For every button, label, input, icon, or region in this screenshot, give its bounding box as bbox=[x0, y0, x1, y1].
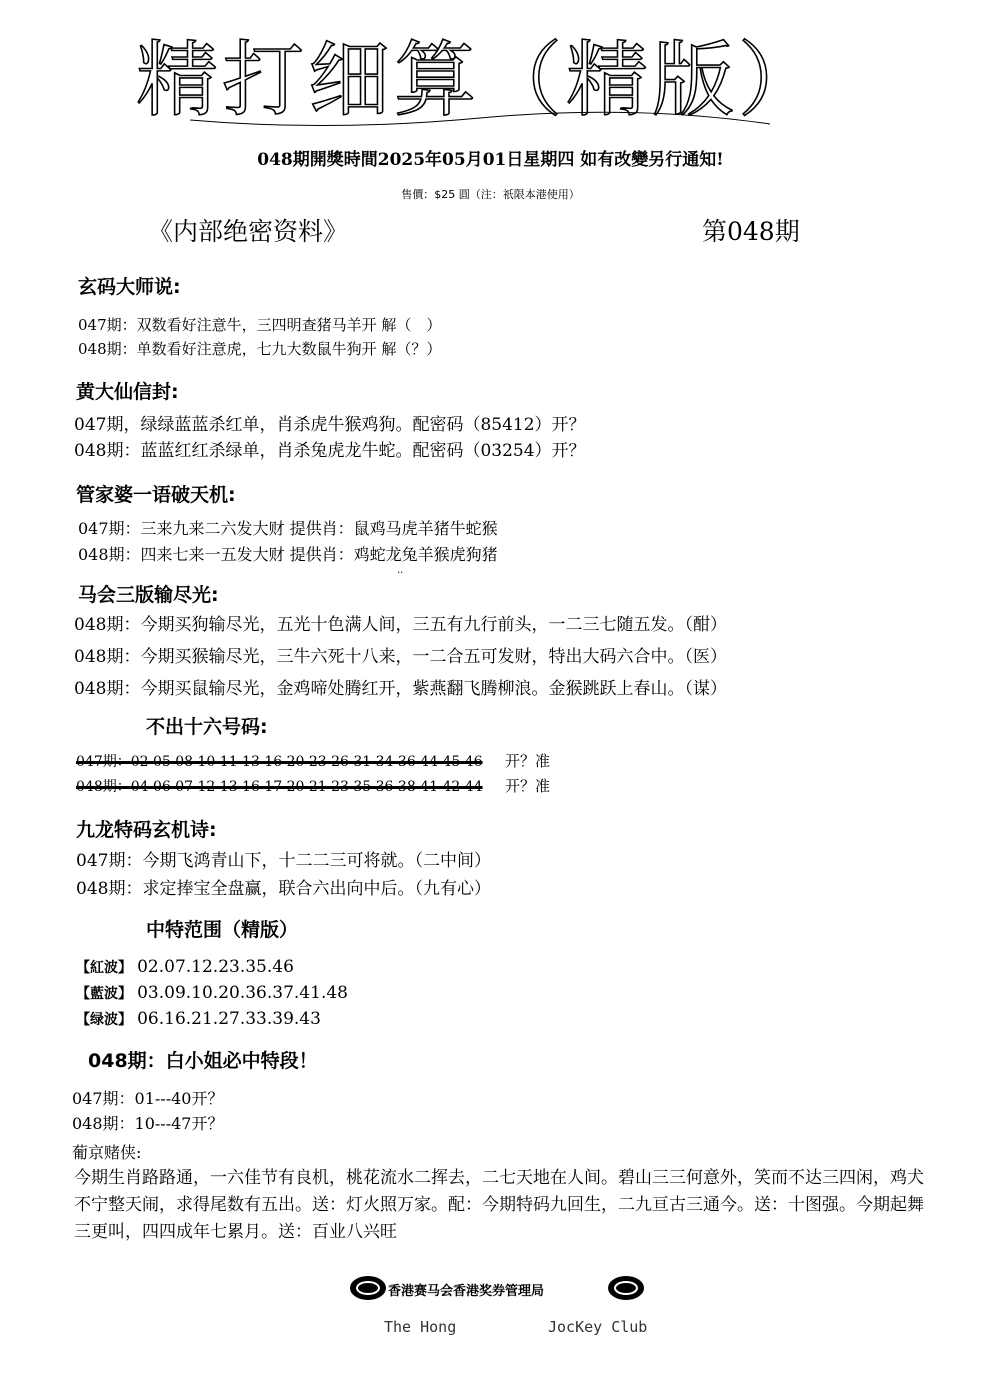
masthead bbox=[135, 20, 825, 135]
range-row-label: 【紅波】 bbox=[76, 960, 132, 976]
sixteen-row-numbers: 04 06 07 12 13 16 17 20 21 23 35 36 38 41 42 44 bbox=[130, 779, 483, 795]
section-title-sixteen: 不出十六号码: bbox=[146, 716, 268, 738]
mahui-line: 048期：今期买鼠输尽光，金鸡啼处腾红开，紫燕翻飞腾柳浪。金猴跳跃上春山。（谋） bbox=[74, 679, 727, 699]
guanjia-line: 048期：四来七来一五发大财 提供肖：鸡蛇龙兔羊猴虎狗猪 bbox=[78, 545, 498, 564]
section-title-bai: 048期：白小姐必中特段！ bbox=[88, 1050, 318, 1072]
masthead-art bbox=[135, 20, 825, 135]
pujing-paragraph: 今期生肖路路通，一六佳节有良机，桃花流水二挥去，二七天地在人间。碧山三三何意外，笑而不达三四闲，鸡犬不宁整天闹，求得尾数有五出。送：灯火照万家。配：今期特码九回生，二九亘古三通今。送：十图强。今期起舞三更叫，四四成年七累月。送：百业八兴旺 bbox=[74, 1168, 924, 1242]
section-title-range: 中特范围（精版） bbox=[146, 919, 299, 941]
guanjia-line: 047期：三来九来二六发大财 提供肖：鼠鸡马虎羊猪牛蛇猴 bbox=[78, 519, 498, 538]
footer-logo bbox=[348, 1270, 648, 1310]
sixteen-row bbox=[76, 775, 550, 796]
range-row bbox=[76, 983, 348, 1003]
huang-line: 048期：蓝蓝红红杀绿单，肖杀兔虎龙牛蛇。配密码（03254）开？ bbox=[74, 441, 586, 461]
bai-line: 048期：10---47开？ bbox=[72, 1114, 224, 1133]
draw-time-notice: 048期開獎時間2025年05月01日星期四 如有改變另行通知! bbox=[257, 150, 724, 170]
mahui-line: 048期：今期买猴输尽光，三牛六死十八来，一二合五可发财，特出大码六合中。（医） bbox=[74, 647, 727, 667]
document-title: 《内部绝密资料》 bbox=[148, 217, 349, 246]
range-row-numbers: 02.07.12.23.35.46 bbox=[137, 957, 294, 977]
sixteen-row-tail: 开？准 bbox=[504, 777, 550, 795]
bai-line: 047期：01---40开？ bbox=[72, 1089, 224, 1108]
sixteen-row-numbers: 02 05 08 10 11 13 16 20 23 26 31 34 36 44 45 46 bbox=[130, 754, 483, 770]
stray-dots: ·· bbox=[397, 568, 404, 579]
section-title-huang: 黄大仙信封: bbox=[76, 381, 179, 403]
jiulong-line: 048期：求定捧宝全盘赢，联合六出向中后。（九有心） bbox=[76, 879, 491, 899]
issue-number: 第048期 bbox=[702, 217, 800, 246]
mahui-line: 048期：今期买狗输尽光，五光十色满人间，三五有九行前头，一二三七随五发。（酣） bbox=[74, 615, 727, 635]
footer-org-name: 香港赛马会香港奖券管理局 bbox=[388, 1284, 545, 1299]
section-title-pujing: 葡京赌侠: bbox=[72, 1143, 142, 1162]
footer-english-left: The Hong bbox=[384, 1318, 457, 1336]
jiulong-line: 047期：今期飞鸿青山下，十二二三可将就。（二中间） bbox=[76, 851, 491, 871]
footer-english-right: JocKey Club bbox=[548, 1318, 648, 1336]
range-row-label: 【藍波】 bbox=[76, 986, 132, 1002]
sixteen-row-tail: 开？准 bbox=[504, 752, 550, 770]
range-row-numbers: 06.16.21.27.33.39.43 bbox=[137, 1009, 321, 1029]
range-row-numbers: 03.09.10.20.36.37.41.48 bbox=[137, 983, 348, 1003]
xuanma-line: 047期：双数看好注意牛，三四明查猪马羊开 解（ ） bbox=[78, 316, 442, 334]
huang-line: 047期，绿绿蓝蓝杀红单，肖杀虎牛猴鸡狗。配密码（85412）开？ bbox=[74, 415, 586, 435]
masthead-text: 精打细算（精版） bbox=[135, 33, 825, 128]
section-title-jiulong: 九龙特码玄机诗: bbox=[76, 819, 217, 841]
sixteen-row bbox=[76, 750, 550, 771]
range-row bbox=[76, 957, 294, 977]
section-title-xuanma: 玄码大师说: bbox=[78, 276, 181, 298]
range-row-label: 【绿波】 bbox=[76, 1012, 132, 1028]
section-title-guanjia: 管家婆一语破天机: bbox=[76, 484, 236, 506]
sixteen-row-label: 048期： bbox=[76, 779, 131, 795]
range-row bbox=[76, 1009, 321, 1029]
price-note: 售價：$25 圓（注：祇限本港使用） bbox=[401, 188, 580, 201]
xuanma-line: 048期：单数看好注意虎，七九大数鼠牛狗开 解（？） bbox=[78, 340, 442, 358]
sixteen-row-label: 047期： bbox=[76, 754, 131, 770]
section-title-mahui: 马会三版输尽光: bbox=[78, 584, 219, 606]
